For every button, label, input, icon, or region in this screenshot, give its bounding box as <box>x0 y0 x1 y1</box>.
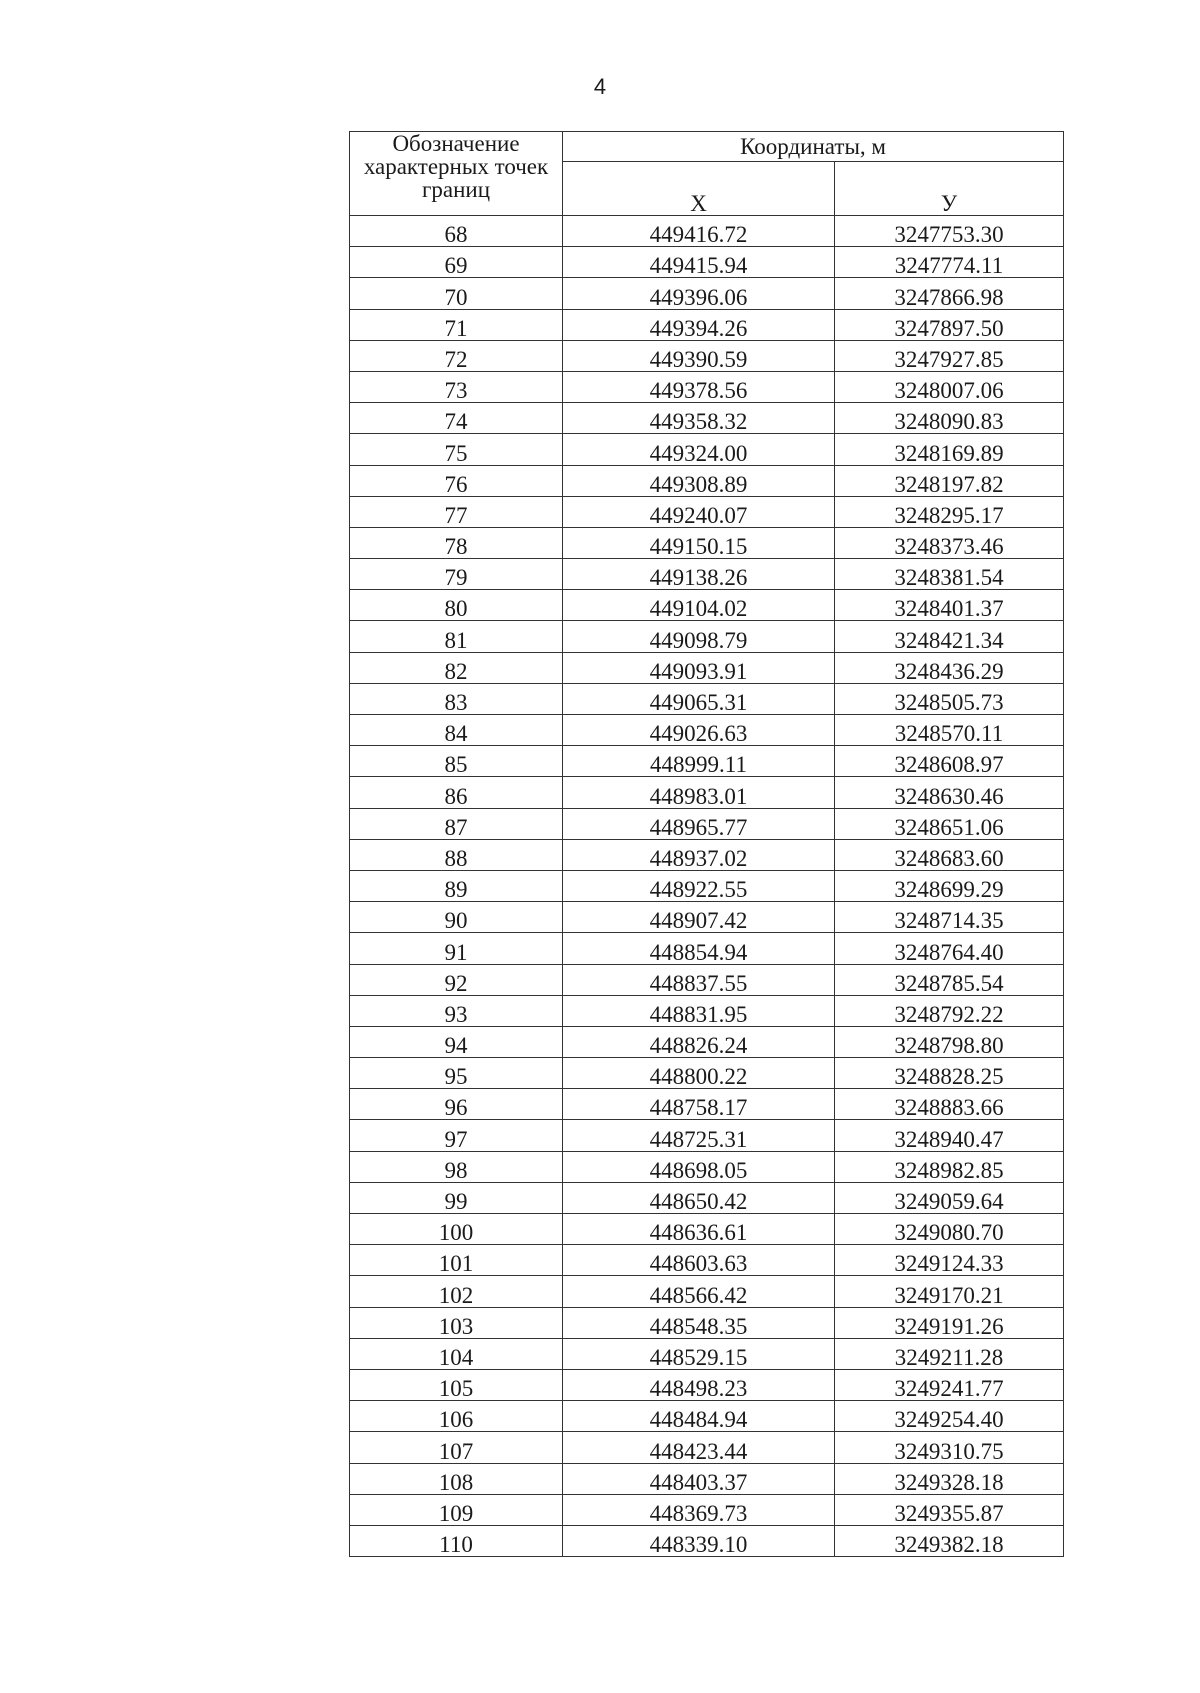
cell-point: 71 <box>350 309 563 340</box>
cell-point: 110 <box>350 1525 563 1556</box>
cell-point: 85 <box>350 746 563 777</box>
table-row <box>350 1338 1064 1369</box>
cell-y: 3247774.11 <box>835 247 1064 278</box>
cell-x: 449324.00 <box>563 434 835 465</box>
table-row <box>350 1307 1064 1338</box>
cell-y: 3248505.73 <box>835 683 1064 714</box>
table-row <box>350 590 1064 621</box>
cell-x: 448403.37 <box>563 1463 835 1494</box>
table-row <box>350 434 1064 465</box>
cell-x: 449415.94 <box>563 247 835 278</box>
cell-y: 3248630.46 <box>835 777 1064 808</box>
table-row <box>350 902 1064 933</box>
cell-point: 78 <box>350 527 563 558</box>
cell-point: 97 <box>350 1120 563 1151</box>
table-row <box>350 1026 1064 1057</box>
cell-x: 449378.56 <box>563 371 835 402</box>
cell-point: 76 <box>350 465 563 496</box>
header-coordinates: Координаты, м <box>563 132 1064 162</box>
table-row <box>350 278 1064 309</box>
cell-y: 3248169.89 <box>835 434 1064 465</box>
cell-x: 449396.06 <box>563 278 835 309</box>
cell-y: 3248699.29 <box>835 870 1064 901</box>
cell-point: 91 <box>350 933 563 964</box>
cell-x: 448529.15 <box>563 1338 835 1369</box>
cell-x: 448983.01 <box>563 777 835 808</box>
cell-y: 3249254.40 <box>835 1401 1064 1432</box>
cell-y: 3249310.75 <box>835 1432 1064 1463</box>
cell-x: 449093.91 <box>563 652 835 683</box>
cell-y: 3247753.30 <box>835 216 1064 247</box>
cell-x: 449240.07 <box>563 496 835 527</box>
cell-point: 80 <box>350 590 563 621</box>
cell-y: 3249080.70 <box>835 1214 1064 1245</box>
cell-point: 87 <box>350 808 563 839</box>
cell-x: 449065.31 <box>563 683 835 714</box>
cell-x: 449150.15 <box>563 527 835 558</box>
page-number: 4 <box>593 74 607 99</box>
cell-point: 98 <box>350 1151 563 1182</box>
cell-y: 3249241.77 <box>835 1369 1064 1400</box>
cell-y: 3249211.28 <box>835 1338 1064 1369</box>
cell-y: 3248381.54 <box>835 559 1064 590</box>
cell-y: 3248982.85 <box>835 1151 1064 1182</box>
cell-y: 3248785.54 <box>835 964 1064 995</box>
table-row <box>350 1369 1064 1400</box>
table-row <box>350 621 1064 652</box>
table-row <box>350 1494 1064 1525</box>
table-row <box>350 1182 1064 1213</box>
cell-point: 89 <box>350 870 563 901</box>
cell-y: 3247866.98 <box>835 278 1064 309</box>
table-row <box>350 216 1064 247</box>
cell-y: 3248714.35 <box>835 902 1064 933</box>
table-row <box>350 933 1064 964</box>
cell-x: 448566.42 <box>563 1276 835 1307</box>
cell-y: 3248828.25 <box>835 1058 1064 1089</box>
cell-point: 103 <box>350 1307 563 1338</box>
cell-y: 3248373.46 <box>835 527 1064 558</box>
table-row <box>350 808 1064 839</box>
cell-y: 3248792.22 <box>835 995 1064 1026</box>
cell-x: 448800.22 <box>563 1058 835 1089</box>
cell-point: 83 <box>350 683 563 714</box>
cell-point: 94 <box>350 1026 563 1057</box>
table-row <box>350 1525 1064 1556</box>
table-row <box>350 340 1064 371</box>
cell-x: 448650.42 <box>563 1182 835 1213</box>
cell-x: 449026.63 <box>563 715 835 746</box>
table-row <box>350 715 1064 746</box>
table-row <box>350 1432 1064 1463</box>
cell-y: 3248436.29 <box>835 652 1064 683</box>
cell-x: 449416.72 <box>563 216 835 247</box>
cell-x: 448339.10 <box>563 1525 835 1556</box>
cell-point: 68 <box>350 216 563 247</box>
cell-point: 105 <box>350 1369 563 1400</box>
cell-y: 3248090.83 <box>835 403 1064 434</box>
table-row <box>350 777 1064 808</box>
table-row <box>350 870 1064 901</box>
table-row <box>350 995 1064 1026</box>
cell-point: 107 <box>350 1432 563 1463</box>
cell-y: 3248798.80 <box>835 1026 1064 1057</box>
cell-x: 448826.24 <box>563 1026 835 1057</box>
cell-x: 448965.77 <box>563 808 835 839</box>
table-header <box>350 132 1064 216</box>
table-row <box>350 465 1064 496</box>
cell-point: 101 <box>350 1245 563 1276</box>
table-row <box>350 839 1064 870</box>
table-row <box>350 683 1064 714</box>
cell-point: 93 <box>350 995 563 1026</box>
cell-y: 3248764.40 <box>835 933 1064 964</box>
table-row <box>350 1058 1064 1089</box>
cell-y: 3248883.66 <box>835 1089 1064 1120</box>
table-row <box>350 1245 1064 1276</box>
table-row <box>350 403 1064 434</box>
cell-x: 448423.44 <box>563 1432 835 1463</box>
cell-point: 84 <box>350 715 563 746</box>
cell-point: 75 <box>350 434 563 465</box>
cell-x: 448725.31 <box>563 1120 835 1151</box>
cell-point: 96 <box>350 1089 563 1120</box>
header-point-designation: Обозначение характерных точек границ <box>350 132 563 216</box>
cell-y: 3248570.11 <box>835 715 1064 746</box>
cell-x: 449394.26 <box>563 309 835 340</box>
table-row <box>350 1089 1064 1120</box>
cell-y: 3248197.82 <box>835 465 1064 496</box>
cell-x: 448922.55 <box>563 870 835 901</box>
cell-point: 86 <box>350 777 563 808</box>
cell-x: 448636.61 <box>563 1214 835 1245</box>
cell-y: 3248608.97 <box>835 746 1064 777</box>
cell-y: 3247927.85 <box>835 340 1064 371</box>
cell-x: 448698.05 <box>563 1151 835 1182</box>
cell-point: 92 <box>350 964 563 995</box>
table-row <box>350 371 1064 402</box>
cell-x: 449390.59 <box>563 340 835 371</box>
cell-y: 3248651.06 <box>835 808 1064 839</box>
table-row <box>350 1214 1064 1245</box>
cell-point: 99 <box>350 1182 563 1213</box>
table-row <box>350 527 1064 558</box>
cell-x: 449138.26 <box>563 559 835 590</box>
cell-x: 448907.42 <box>563 902 835 933</box>
cell-y: 3248295.17 <box>835 496 1064 527</box>
cell-y: 3249382.18 <box>835 1525 1064 1556</box>
cell-y: 3249170.21 <box>835 1276 1064 1307</box>
header-y: У <box>835 162 1064 216</box>
cell-point: 69 <box>350 247 563 278</box>
cell-y: 3249059.64 <box>835 1182 1064 1213</box>
cell-point: 100 <box>350 1214 563 1245</box>
cell-y: 3248401.37 <box>835 590 1064 621</box>
cell-x: 448369.73 <box>563 1494 835 1525</box>
cell-point: 73 <box>350 371 563 402</box>
cell-x: 448548.35 <box>563 1307 835 1338</box>
table-body <box>350 216 1064 1557</box>
coordinates-table <box>349 131 1064 1557</box>
cell-y: 3248421.34 <box>835 621 1064 652</box>
cell-y: 3249124.33 <box>835 1245 1064 1276</box>
cell-y: 3247897.50 <box>835 309 1064 340</box>
cell-y: 3248940.47 <box>835 1120 1064 1151</box>
cell-x: 448603.63 <box>563 1245 835 1276</box>
cell-point: 77 <box>350 496 563 527</box>
cell-point: 74 <box>350 403 563 434</box>
table-row <box>350 309 1064 340</box>
cell-point: 95 <box>350 1058 563 1089</box>
table-row <box>350 652 1064 683</box>
cell-x: 449358.32 <box>563 403 835 434</box>
cell-point: 106 <box>350 1401 563 1432</box>
cell-y: 3249328.18 <box>835 1463 1064 1494</box>
cell-x: 448937.02 <box>563 839 835 870</box>
table-row <box>350 1151 1064 1182</box>
cell-point: 72 <box>350 340 563 371</box>
cell-x: 448999.11 <box>563 746 835 777</box>
cell-x: 449308.89 <box>563 465 835 496</box>
cell-point: 88 <box>350 839 563 870</box>
cell-x: 448837.55 <box>563 964 835 995</box>
cell-y: 3249191.26 <box>835 1307 1064 1338</box>
cell-point: 102 <box>350 1276 563 1307</box>
cell-point: 109 <box>350 1494 563 1525</box>
cell-x: 448498.23 <box>563 1369 835 1400</box>
cell-point: 104 <box>350 1338 563 1369</box>
table-row <box>350 964 1064 995</box>
table-row <box>350 559 1064 590</box>
cell-point: 79 <box>350 559 563 590</box>
cell-x: 449098.79 <box>563 621 835 652</box>
table-row <box>350 1276 1064 1307</box>
cell-y: 3248007.06 <box>835 371 1064 402</box>
cell-x: 449104.02 <box>563 590 835 621</box>
cell-y: 3248683.60 <box>835 839 1064 870</box>
table-row <box>350 1120 1064 1151</box>
table-row <box>350 496 1064 527</box>
cell-y: 3249355.87 <box>835 1494 1064 1525</box>
cell-x: 448758.17 <box>563 1089 835 1120</box>
table-row <box>350 746 1064 777</box>
cell-point: 70 <box>350 278 563 309</box>
cell-point: 108 <box>350 1463 563 1494</box>
cell-x: 448484.94 <box>563 1401 835 1432</box>
cell-point: 90 <box>350 902 563 933</box>
cell-x: 448854.94 <box>563 933 835 964</box>
cell-x: 448831.95 <box>563 995 835 1026</box>
cell-point: 81 <box>350 621 563 652</box>
cell-point: 82 <box>350 652 563 683</box>
table-row <box>350 247 1064 278</box>
table-row <box>350 1463 1064 1494</box>
table-row <box>350 1401 1064 1432</box>
header-x: X <box>563 162 835 216</box>
